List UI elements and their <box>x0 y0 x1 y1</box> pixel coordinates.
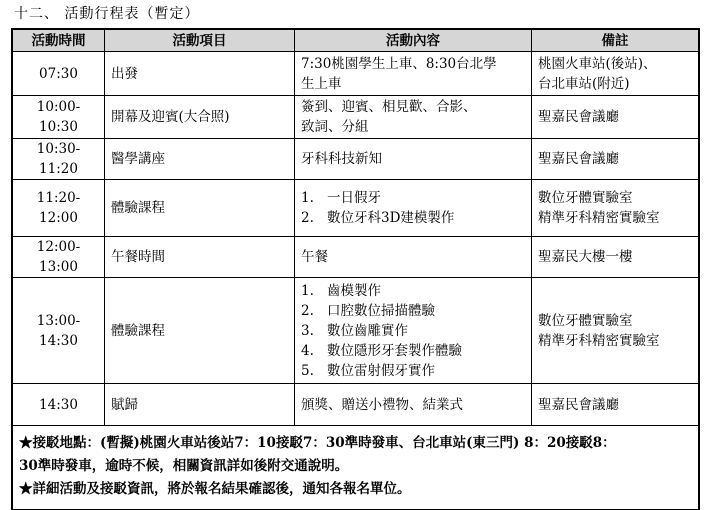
cell-note <box>532 52 699 96</box>
cell-note <box>532 96 699 139</box>
list-item <box>301 208 525 228</box>
cell-item: 午餐時間 <box>105 237 295 278</box>
cell-content <box>295 237 532 278</box>
content-line: 生上車 <box>301 75 342 92</box>
note-line: 聖嘉民大樓一樓 <box>538 249 633 265</box>
note-line: 數位牙體實驗室 <box>538 190 633 206</box>
content-line: 致詞、分組 <box>301 119 369 135</box>
table-row <box>13 237 699 278</box>
list-item <box>301 281 525 301</box>
cell-time: 11:20-12:00 <box>13 180 105 237</box>
list-item <box>301 361 525 381</box>
list-text: 數位隱形牙套製作體驗 <box>327 342 462 359</box>
content-line: 簽到、迎賓、相見歡、合影、 <box>301 99 477 115</box>
cell-item: 賦歸 <box>105 384 295 426</box>
cell-note <box>532 278 699 384</box>
cell-content <box>295 278 532 384</box>
content-line: 午餐 <box>301 249 328 265</box>
cell-item: 體驗課程 <box>105 278 295 384</box>
cell-item: 出發 <box>105 52 295 96</box>
list-text: 一日假牙 <box>327 190 381 206</box>
content-line: 頒獎、贈送小禮物、結業式 <box>301 396 463 413</box>
cell-item: 體驗課程 <box>105 180 295 237</box>
cell-content <box>295 52 532 96</box>
header-note: 備註 <box>532 30 699 52</box>
list-item <box>301 188 525 208</box>
cell-time: 10:00-10:30 <box>13 96 105 139</box>
header-time: 活動時間 <box>13 30 105 52</box>
note-line: 數位牙體實驗室 <box>538 312 633 329</box>
list-number: 4. <box>301 342 314 359</box>
table-row <box>13 139 699 180</box>
note-line: 聖嘉民會議廳 <box>538 396 619 413</box>
content-line: 7:30桃園學生上車、8:30台北學 <box>301 55 497 72</box>
shuttle-text-2: 30準時發車，逾時不候，相關資訊詳如後附交通說明。 <box>19 458 349 474</box>
list-item <box>301 341 525 361</box>
cell-note <box>532 139 699 180</box>
list-number: 5. <box>301 362 314 379</box>
cell-item: 醫學講座 <box>105 139 295 180</box>
table-row <box>13 384 699 426</box>
list-text: 數位雷射假牙實作 <box>327 362 435 379</box>
cell-time: 13:00-14:30 <box>13 278 105 384</box>
cell-content <box>295 139 532 180</box>
list-item <box>301 301 525 321</box>
list-text: 數位齒雕實作 <box>327 322 408 339</box>
table-row <box>13 96 699 139</box>
cell-content <box>295 180 532 237</box>
shuttle-text-1: (暫擬)桃園火車站後站7：10接駁7：30準時發車、台北車站(東三門) 8：20接駁8： <box>100 435 616 451</box>
header-item: 活動項目 <box>105 30 295 52</box>
cell-time: 12:00-13:00 <box>13 237 105 278</box>
list-number: 3. <box>301 322 314 339</box>
cell-note <box>532 237 699 278</box>
schedule-table <box>12 29 699 510</box>
content-line: 牙科科技新知 <box>301 151 382 167</box>
footer-line-1 <box>19 432 692 455</box>
cell-content <box>295 384 532 426</box>
list-item <box>301 321 525 341</box>
note-line: 聖嘉民會議廳 <box>538 151 619 167</box>
cell-time: 10:30-11:20 <box>13 139 105 180</box>
content-list <box>301 188 525 228</box>
note-line: 精準牙科精密實驗室 <box>538 210 660 226</box>
cell-item: 開幕及迎賓(大合照) <box>105 96 295 139</box>
list-number: 1. <box>301 190 314 206</box>
table-header-row <box>13 30 699 52</box>
list-number: 1. <box>301 282 314 299</box>
content-list <box>301 281 525 381</box>
footer-line-3 <box>19 478 692 501</box>
list-text: 齒模製作 <box>327 282 381 299</box>
detail-info-text: 詳細活動及接駁資訊，將於報名結果確認後，通知各報名單位。 <box>32 481 411 497</box>
list-text: 口腔數位掃描體驗 <box>327 302 435 319</box>
table-row <box>13 180 699 237</box>
section-title: 十二、 活動行程表（暫定） <box>14 6 200 22</box>
note-line: 台北車站(附近) <box>538 75 630 92</box>
star-icon: ★ <box>19 481 33 497</box>
header-content: 活動內容 <box>295 30 532 52</box>
cell-time: 07:30 <box>13 52 105 96</box>
list-number: 2. <box>301 210 314 226</box>
cell-note <box>532 384 699 426</box>
note-line: 聖嘉民會議廳 <box>538 109 619 125</box>
note-line: 桃園火車站(後站)、 <box>538 55 657 72</box>
list-number: 2. <box>301 302 314 319</box>
table-row <box>13 52 699 96</box>
table-row <box>13 278 699 384</box>
note-line: 精準牙科精密實驗室 <box>538 332 660 349</box>
schedule-body <box>13 52 699 426</box>
shuttle-label: ★接駁地點： <box>19 435 100 451</box>
cell-note <box>532 180 699 237</box>
cell-content <box>295 96 532 139</box>
list-text: 數位牙科3D建模製作 <box>327 210 455 226</box>
cell-time: 14:30 <box>13 384 105 426</box>
